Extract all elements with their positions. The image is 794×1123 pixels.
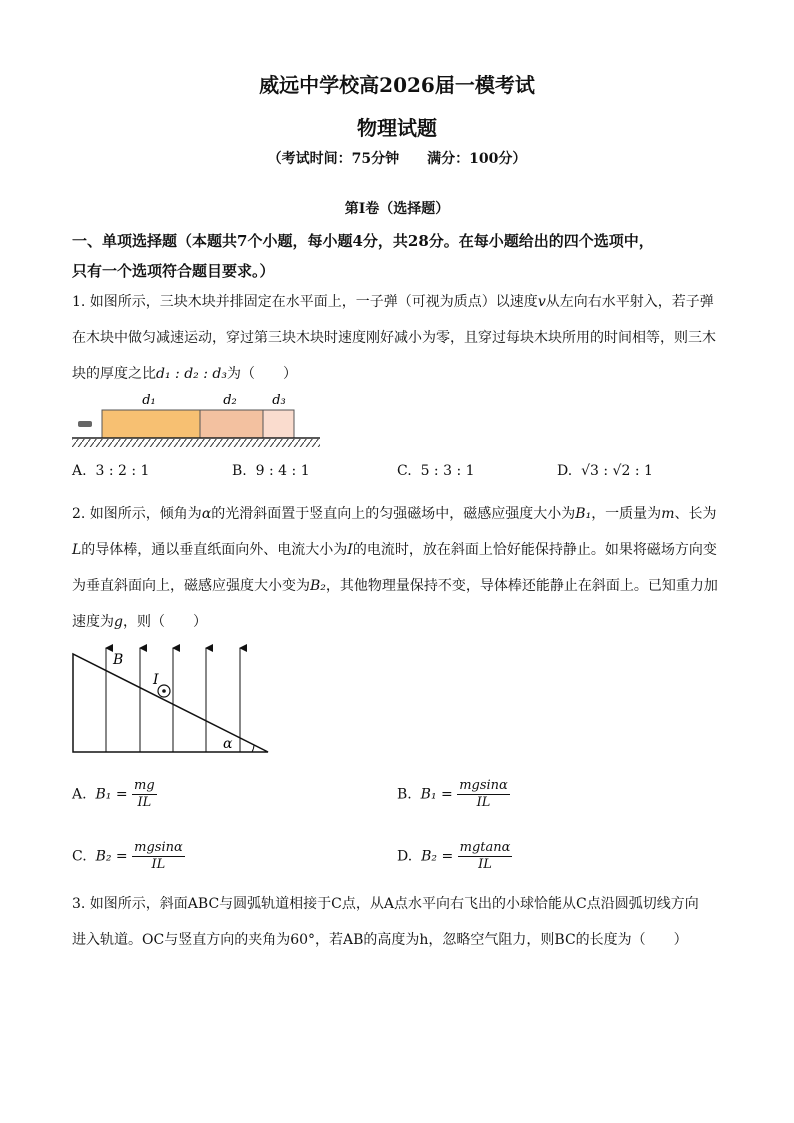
label-d3: d₃ [272,393,286,408]
exam-info: （考试时间：75分钟 满分：100分） [267,151,527,167]
q1-blocks-figure [70,386,330,450]
q3-line1: 3. 如图所示，斜面ABC与圆弧轨道相接于C点，从A点水平向右飞出的小球恰能从C点沿圆弧切线方向 [72,896,699,912]
section-heading-line1: 一、单项选择题（本题共7个小题，每小题4分，共28分。在每小题给出的四个选项中， [72,232,654,250]
question-3-stem [72,886,732,958]
q1-line2: 在木块中做匀减速运动，穿过第三块木块时速度刚好减小为零，且穿过每块木块所用的时间相等，则三木 [72,330,716,346]
q1-line1: 1. 如图所示，三块木块并排固定在水平面上，一子弹（可视为质点）以速度v从左向右水平射入，若子弹 [72,294,714,310]
question-1-stem [72,284,732,392]
block-1 [102,410,200,438]
ground-hatching [72,439,320,447]
q2-option-a[interactable]: A. B₁ = $\frac{mg}{IL}$ [72,778,155,810]
subject-title: 物理试题 [357,116,437,140]
volume-title: 第I卷（选择题） [344,201,450,217]
q3-line2: 进入轨道。OC与竖直方向的夹角为60°，若AB的高度为h，忽略空气阻力，则BC的长度为（ ） [72,932,688,948]
q2-option-c[interactable]: C. B₂ = $\frac{mgsin\alpha}{IL}$ [72,840,183,872]
q1-option-d[interactable]: D. √3 : √2 : 1 [557,463,653,479]
label-B: B [113,652,124,668]
q1-option-a[interactable]: A. 3 : 2 : 1 [72,463,150,479]
school-title: 威远中学校高2026届一模考试 [259,73,535,97]
q2-line4: 速度为g，则（ ） [72,614,207,630]
incline-triangle [73,654,268,752]
label-alpha: α [223,736,233,752]
q2-option-d[interactable]: D. B₂ = $\frac{mgtan\alpha}{IL}$ [397,840,511,872]
q2-line2: L的导体棒，通以垂直纸面向外、电流大小为I的电流时，放在斜面上恰好能保持静止。如果将磁场方向变 [72,542,717,558]
block-3 [263,410,294,438]
label-d2: d₂ [223,393,237,408]
q2-option-b[interactable]: B. B₁ = $\frac{mgsin\alpha}{IL}$ [397,778,508,810]
block-2 [200,410,263,438]
q1-option-b[interactable]: B. 9 : 4 : 1 [232,463,310,479]
q1-line3: 块的厚度之比d₁ : d₂ : d₃为（ ） [72,366,297,382]
question-2-stem [72,496,732,640]
q1-option-c[interactable]: C. 5 : 3 : 1 [397,463,475,479]
q2-incline-figure [68,642,278,758]
label-d1: d₁ [142,393,156,408]
q2-line1: 2. 如图所示，倾角为α的光滑斜面置于竖直向上的匀强磁场中，磁感应强度大小为B₁，一质量为m、长为 [72,506,717,522]
bullet-shape [78,421,92,427]
angle-arc [252,745,254,752]
label-I: I [153,672,159,688]
section-heading-line2: 只有一个选项符合题目要求。） [72,262,275,280]
section-heading [72,226,732,286]
q2-line3: 为垂直斜面向上，磁感应强度大小变为B₂，其他物理量保持不变，导体棒还能静止在斜面上。已知重力加 [72,578,718,594]
